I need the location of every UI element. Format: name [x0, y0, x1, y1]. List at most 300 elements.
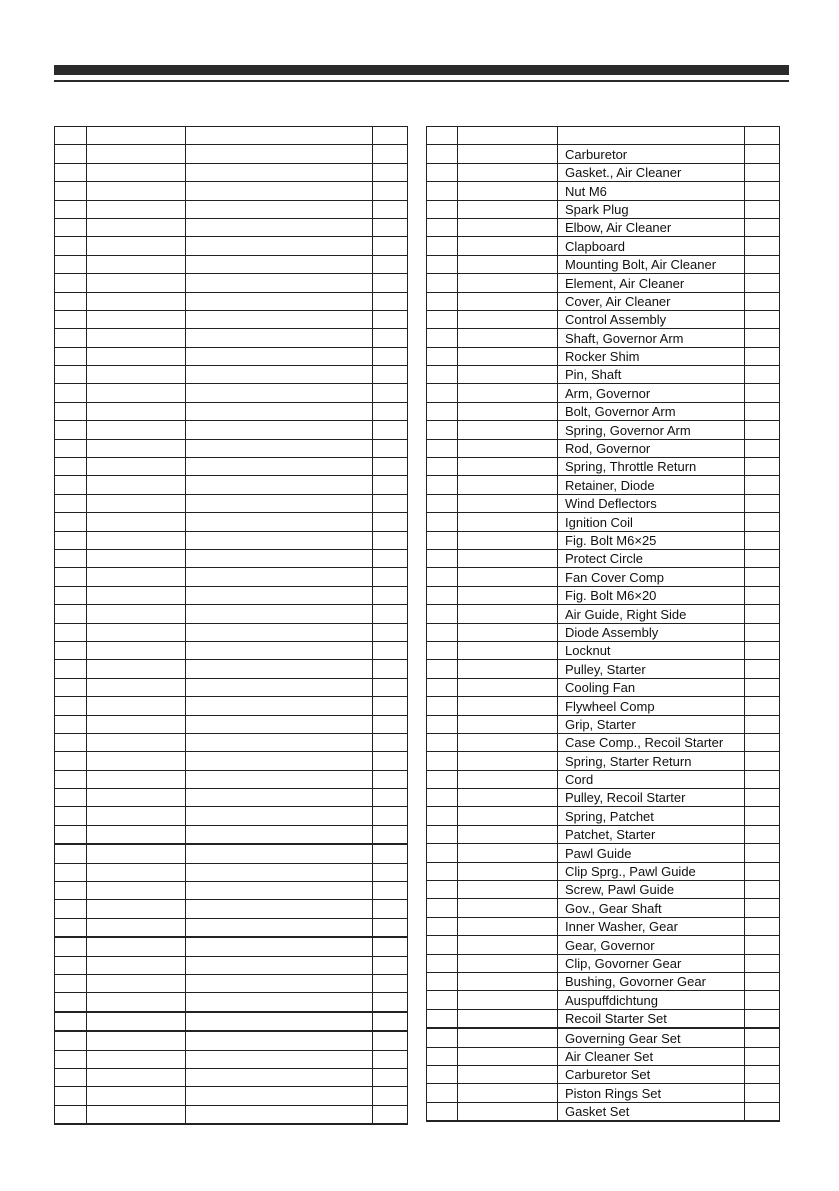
cell-description: Elbow, Air Cleaner	[558, 218, 745, 236]
cell-description	[186, 1068, 373, 1086]
table-row	[55, 402, 408, 420]
cell-qty	[745, 972, 780, 990]
cell-no	[55, 145, 87, 163]
table-row	[427, 972, 780, 990]
cell-no	[427, 936, 458, 954]
cell-description: Inner Washer, Gear	[558, 917, 745, 935]
cell-qty	[373, 678, 408, 696]
cell-part-no	[458, 476, 558, 494]
cell-description	[186, 1087, 373, 1105]
cell-qty	[745, 458, 780, 476]
cell-qty	[373, 993, 408, 1012]
cell-part-no	[458, 439, 558, 457]
cell-part-no	[87, 752, 186, 770]
cell-part-no	[87, 586, 186, 604]
cell-description: Ignition Coil	[558, 513, 745, 531]
table-row	[427, 402, 780, 420]
cell-description: Shaft, Governor Arm	[558, 329, 745, 347]
table-row	[427, 292, 780, 310]
cell-no	[55, 882, 87, 900]
cell-description	[186, 937, 373, 956]
cell-description	[186, 402, 373, 420]
cell-part-no	[87, 568, 186, 586]
cell-description: Clip Sprg., Pawl Guide	[558, 862, 745, 880]
table-row	[55, 218, 408, 236]
cell-no	[55, 384, 87, 402]
cell-description	[186, 605, 373, 623]
cell-part-no	[458, 218, 558, 236]
table-row	[55, 623, 408, 641]
cell-part-no	[87, 900, 186, 918]
cell-part-no	[87, 237, 186, 255]
cell-description: Clip, Govorner Gear	[558, 954, 745, 972]
cell-description: Rocker Shim	[558, 347, 745, 365]
table-row	[427, 954, 780, 972]
table-row	[427, 917, 780, 935]
table-row	[55, 770, 408, 788]
table-row	[55, 255, 408, 273]
table-row	[55, 163, 408, 181]
cell-description: Mounting Bolt, Air Cleaner	[558, 255, 745, 273]
table-row	[55, 1012, 408, 1031]
cell-qty	[745, 605, 780, 623]
cell-qty	[373, 402, 408, 420]
cell-description: Spring, Patchet	[558, 807, 745, 825]
cell-part-no	[87, 329, 186, 347]
cell-description	[186, 641, 373, 659]
cell-description	[186, 789, 373, 807]
cell-no	[427, 163, 458, 181]
cell-description: Flywheel Comp	[558, 697, 745, 715]
cell-qty	[745, 1065, 780, 1083]
cell-qty	[373, 715, 408, 733]
cell-qty	[373, 1105, 408, 1124]
cell-description	[186, 329, 373, 347]
cell-part-no	[458, 862, 558, 880]
cell-part-no	[87, 163, 186, 181]
cell-no	[427, 991, 458, 1009]
cell-no	[55, 513, 87, 531]
right-parts-table	[426, 126, 780, 1122]
table-row	[55, 292, 408, 310]
cell-no	[427, 789, 458, 807]
cell-description	[186, 825, 373, 844]
cell-part-no	[87, 956, 186, 974]
cell-qty	[373, 1050, 408, 1068]
cell-no	[427, 384, 458, 402]
cell-no	[427, 200, 458, 218]
cell-no	[427, 825, 458, 843]
table-row	[55, 882, 408, 900]
cell-no	[55, 1068, 87, 1086]
cell-no	[55, 623, 87, 641]
cell-no	[55, 568, 87, 586]
table-row	[427, 310, 780, 328]
cell-description: Spark Plug	[558, 200, 745, 218]
cell-no	[55, 770, 87, 788]
cell-description: Nut M6	[558, 182, 745, 200]
cell-qty	[745, 1028, 780, 1047]
table-row	[427, 200, 780, 218]
cell-qty	[745, 366, 780, 384]
cell-qty	[745, 145, 780, 163]
cell-no	[427, 494, 458, 512]
table-row	[55, 347, 408, 365]
cell-part-no	[87, 255, 186, 273]
cell-no	[55, 402, 87, 420]
cell-description	[186, 733, 373, 751]
cell-description	[186, 918, 373, 937]
cell-qty	[745, 182, 780, 200]
cell-part-no	[87, 439, 186, 457]
cell-no	[55, 421, 87, 439]
table-row	[427, 1047, 780, 1065]
cell-description: Cooling Fan	[558, 678, 745, 696]
cell-no	[427, 182, 458, 200]
cell-part-no	[458, 972, 558, 990]
cell-description	[186, 421, 373, 439]
header-rule-thin	[54, 80, 789, 82]
cell-description: Carburetor Set	[558, 1065, 745, 1083]
cell-qty	[745, 237, 780, 255]
cell-qty	[373, 844, 408, 863]
cell-part-no	[458, 954, 558, 972]
cell-qty	[745, 402, 780, 420]
cell-part-no	[87, 641, 186, 659]
cell-qty	[373, 127, 408, 145]
cell-description	[186, 310, 373, 328]
cell-no	[55, 807, 87, 825]
cell-no	[55, 237, 87, 255]
cell-qty	[745, 586, 780, 604]
cell-part-no	[458, 586, 558, 604]
table-row	[427, 384, 780, 402]
table-row	[427, 936, 780, 954]
cell-part-no	[87, 458, 186, 476]
table-row	[55, 366, 408, 384]
table-row	[55, 844, 408, 863]
cell-part-no	[458, 274, 558, 292]
cell-description: Air Guide, Right Side	[558, 605, 745, 623]
cell-description	[186, 439, 373, 457]
cell-description: Recoil Starter Set	[558, 1009, 745, 1028]
cell-part-no	[458, 807, 558, 825]
cell-qty	[373, 1087, 408, 1105]
cell-part-no	[87, 678, 186, 696]
cell-qty	[745, 310, 780, 328]
cell-description	[186, 863, 373, 881]
cell-qty	[745, 991, 780, 1009]
cell-no	[427, 917, 458, 935]
cell-qty	[373, 513, 408, 531]
cell-qty	[745, 1047, 780, 1065]
table-row	[55, 937, 408, 956]
cell-qty	[745, 127, 780, 145]
cell-part-no	[458, 678, 558, 696]
cell-description	[186, 752, 373, 770]
cell-part-no	[458, 421, 558, 439]
cell-no	[427, 660, 458, 678]
cell-no	[427, 899, 458, 917]
cell-no	[427, 531, 458, 549]
cell-part-no	[458, 641, 558, 659]
cell-no	[427, 421, 458, 439]
cell-part-no	[87, 402, 186, 420]
table-row	[55, 127, 408, 145]
table-row	[55, 568, 408, 586]
table-row	[427, 218, 780, 236]
cell-description: Protect Circle	[558, 549, 745, 567]
cell-description	[186, 900, 373, 918]
cell-no	[427, 697, 458, 715]
table-row	[55, 605, 408, 623]
cell-no	[427, 402, 458, 420]
cell-description: Auspuffdichtung	[558, 991, 745, 1009]
cell-qty	[745, 1084, 780, 1102]
cell-qty	[373, 439, 408, 457]
table-row	[55, 439, 408, 457]
cell-part-no	[87, 1031, 186, 1050]
cell-no	[55, 476, 87, 494]
cell-part-no	[458, 549, 558, 567]
cell-description	[186, 145, 373, 163]
cell-part-no	[87, 623, 186, 641]
cell-part-no	[87, 807, 186, 825]
cell-no	[427, 347, 458, 365]
left-parts-table	[54, 126, 408, 1125]
cell-qty	[373, 549, 408, 567]
cell-qty	[745, 899, 780, 917]
cell-no	[55, 347, 87, 365]
cell-no	[55, 1105, 87, 1124]
table-row	[55, 237, 408, 255]
cell-qty	[373, 274, 408, 292]
cell-no	[427, 127, 458, 145]
cell-qty	[745, 347, 780, 365]
cell-part-no	[87, 1050, 186, 1068]
cell-no	[427, 218, 458, 236]
cell-no	[427, 1102, 458, 1121]
cell-part-no	[87, 974, 186, 992]
cell-part-no	[458, 623, 558, 641]
table-row	[427, 752, 780, 770]
cell-no	[427, 366, 458, 384]
cell-no	[427, 770, 458, 788]
cell-no	[427, 439, 458, 457]
table-row	[427, 1028, 780, 1047]
cell-part-no	[458, 237, 558, 255]
cell-no	[55, 641, 87, 659]
table-row	[55, 1031, 408, 1050]
cell-qty	[745, 770, 780, 788]
cell-no	[427, 145, 458, 163]
cell-no	[55, 218, 87, 236]
table-row	[55, 900, 408, 918]
cell-no	[427, 476, 458, 494]
cell-qty	[373, 697, 408, 715]
table-row	[427, 1102, 780, 1121]
table-row	[427, 825, 780, 843]
cell-part-no	[458, 200, 558, 218]
cell-no	[55, 956, 87, 974]
cell-no	[55, 182, 87, 200]
cell-part-no	[87, 825, 186, 844]
cell-part-no	[458, 1047, 558, 1065]
cell-no	[427, 752, 458, 770]
cell-no	[55, 605, 87, 623]
cell-no	[427, 678, 458, 696]
cell-qty	[745, 439, 780, 457]
cell-qty	[745, 844, 780, 862]
cell-no	[427, 807, 458, 825]
cell-no	[55, 825, 87, 844]
cell-qty	[373, 568, 408, 586]
cell-no	[55, 974, 87, 992]
cell-part-no	[87, 1087, 186, 1105]
cell-part-no	[458, 458, 558, 476]
cell-qty	[745, 715, 780, 733]
cell-description: Spring, Throttle Return	[558, 458, 745, 476]
cell-no	[55, 1012, 87, 1031]
cell-part-no	[458, 127, 558, 145]
cell-no	[427, 862, 458, 880]
cell-description: Governing Gear Set	[558, 1028, 745, 1047]
table-row	[427, 641, 780, 659]
table-row	[427, 733, 780, 751]
table-row	[55, 274, 408, 292]
cell-description	[186, 182, 373, 200]
cell-no	[55, 274, 87, 292]
cell-qty	[373, 882, 408, 900]
cell-description: Element, Air Cleaner	[558, 274, 745, 292]
cell-no	[55, 531, 87, 549]
table-row	[427, 1065, 780, 1083]
table-row	[55, 993, 408, 1012]
cell-description: Spring, Governor Arm	[558, 421, 745, 439]
cell-no	[427, 458, 458, 476]
table-row	[427, 605, 780, 623]
cell-part-no	[458, 347, 558, 365]
cell-description: Locknut	[558, 641, 745, 659]
table-row	[55, 697, 408, 715]
cell-part-no	[458, 844, 558, 862]
cell-no	[55, 937, 87, 956]
cell-part-no	[458, 660, 558, 678]
cell-description	[186, 568, 373, 586]
cell-qty	[373, 200, 408, 218]
cell-description: Gasket., Air Cleaner	[558, 163, 745, 181]
cell-qty	[373, 660, 408, 678]
table-row	[55, 586, 408, 604]
table-row	[427, 476, 780, 494]
cell-qty	[373, 918, 408, 937]
cell-qty	[373, 1068, 408, 1086]
cell-qty	[373, 974, 408, 992]
cell-qty	[373, 476, 408, 494]
cell-description	[186, 237, 373, 255]
cell-qty	[745, 954, 780, 972]
cell-part-no	[458, 310, 558, 328]
cell-qty	[373, 623, 408, 641]
table-row	[55, 310, 408, 328]
cell-no	[55, 789, 87, 807]
cell-description: Control Assembly	[558, 310, 745, 328]
cell-part-no	[458, 163, 558, 181]
cell-part-no	[458, 366, 558, 384]
cell-description: Gov., Gear Shaft	[558, 899, 745, 917]
cell-qty	[745, 476, 780, 494]
cell-description: Bushing, Govorner Gear	[558, 972, 745, 990]
cell-part-no	[87, 789, 186, 807]
cell-no	[427, 623, 458, 641]
cell-no	[55, 292, 87, 310]
cell-part-no	[87, 127, 186, 145]
cell-part-no	[87, 310, 186, 328]
table-row	[427, 881, 780, 899]
cell-qty	[373, 733, 408, 751]
cell-qty	[373, 182, 408, 200]
table-row	[55, 494, 408, 512]
cell-description	[186, 163, 373, 181]
cell-description: Case Comp., Recoil Starter	[558, 733, 745, 751]
cell-no	[55, 678, 87, 696]
table-row	[55, 1087, 408, 1105]
cell-qty	[373, 255, 408, 273]
cell-qty	[373, 145, 408, 163]
cell-description	[186, 458, 373, 476]
cell-qty	[745, 274, 780, 292]
cell-part-no	[458, 881, 558, 899]
cell-qty	[373, 641, 408, 659]
table-row	[427, 991, 780, 1009]
table-row	[427, 623, 780, 641]
cell-part-no	[87, 347, 186, 365]
cell-qty	[373, 956, 408, 974]
cell-qty	[373, 366, 408, 384]
cell-no	[427, 715, 458, 733]
table-row	[427, 862, 780, 880]
cell-qty	[745, 678, 780, 696]
cell-part-no	[458, 292, 558, 310]
cell-part-no	[87, 1012, 186, 1031]
table-row	[427, 421, 780, 439]
cell-qty	[373, 310, 408, 328]
cell-no	[55, 844, 87, 863]
cell-part-no	[87, 1105, 186, 1124]
cell-description	[558, 127, 745, 145]
table-row	[55, 641, 408, 659]
cell-no	[55, 494, 87, 512]
cell-no	[427, 1047, 458, 1065]
cell-no	[55, 918, 87, 937]
cell-no	[427, 1065, 458, 1083]
cell-qty	[745, 862, 780, 880]
cell-no	[427, 549, 458, 567]
cell-no	[427, 329, 458, 347]
cell-qty	[745, 421, 780, 439]
cell-description: Fan Cover Comp	[558, 568, 745, 586]
cell-description	[186, 476, 373, 494]
cell-qty	[745, 641, 780, 659]
cell-qty	[373, 605, 408, 623]
cell-part-no	[87, 697, 186, 715]
cell-part-no	[87, 549, 186, 567]
cell-no	[427, 641, 458, 659]
cell-part-no	[87, 993, 186, 1012]
cell-description	[186, 678, 373, 696]
cell-part-no	[87, 494, 186, 512]
cell-no	[427, 237, 458, 255]
